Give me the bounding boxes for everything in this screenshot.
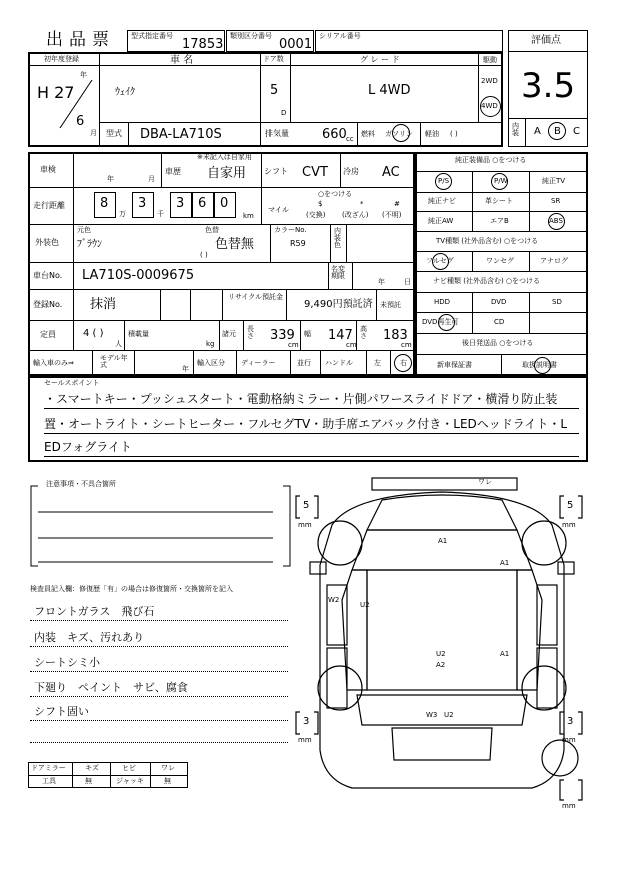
dims-label: 諸元 — [222, 330, 236, 338]
model-cert-box — [127, 30, 225, 52]
doors-suffix: D — [281, 109, 287, 117]
sen-unit: 千 — [157, 210, 164, 218]
swap-symbol: $ — [318, 200, 323, 208]
color-paren: ( ) — [200, 251, 208, 259]
equip-navi: 純正ナビ — [428, 197, 456, 205]
capacity-value: 4 ( ) — [83, 328, 104, 339]
tire-front-left: 5 — [303, 500, 310, 511]
legend-h-3: ヒビ — [122, 764, 136, 772]
name-change-day: 日 — [404, 278, 411, 286]
drive-label: 駆動 — [483, 56, 497, 64]
navi-dvd-play: DVD再生可 — [422, 318, 459, 326]
history-label: 車歴 — [165, 167, 181, 176]
handle-right: 右 — [400, 359, 407, 367]
navi-dvd-play-circle — [438, 314, 455, 331]
altered-label: (改ざん) — [342, 211, 369, 219]
drive-4wd-circle — [480, 96, 501, 117]
diagram-mark-6: A2 — [436, 661, 446, 669]
navi-hdd: HDD — [434, 298, 451, 306]
mileage-label: 走行距離 — [33, 201, 65, 210]
car-name-label: 車 名 — [170, 55, 194, 66]
equip-ps: P/S — [438, 177, 450, 185]
spare-unit: mm — [562, 802, 576, 810]
note-item-5: シフト固い — [34, 705, 89, 718]
chassis-label: 車台No. — [33, 271, 63, 280]
model-cert-label: 型式指定番号 — [131, 32, 173, 40]
circle-note: ○をつける — [318, 190, 353, 198]
equip-leather: 革シート — [485, 197, 513, 205]
note-item-3: シートシミ小 — [34, 656, 100, 669]
orig-color-label: 元色 — [77, 226, 91, 234]
sales-label: セールスポイント — [44, 379, 100, 387]
history-value: 自家用 — [207, 166, 247, 181]
man-unit: 万 — [119, 210, 126, 218]
swap-label: (交換) — [306, 211, 326, 219]
class-label: 類別区分番号 — [230, 32, 272, 40]
unknown-symbol: # — [394, 200, 400, 208]
dealer-option: ディーラー — [241, 359, 276, 367]
color-value: ﾌﾞﾗｳﾝ — [77, 239, 102, 250]
tire-rear-right: 3 — [567, 716, 574, 727]
shaken-month: 月 — [148, 175, 155, 183]
length-value: 339 — [270, 328, 295, 343]
diagram-mark-8: W3 — [426, 711, 438, 719]
navi-title: ナビ種類 (社外品含む) ○をつける — [433, 277, 541, 285]
navi-dvd: DVD — [491, 298, 507, 306]
mile-label: マイル — [268, 206, 289, 214]
sales-line-1: ・スマートキー・プッシュスタート・電動格納ミラー・片側パワースライドドア・横滑り防止装 — [44, 392, 558, 406]
grade-value: L 4WD — [368, 83, 411, 98]
drive-4wd: 4WD — [481, 102, 498, 110]
class-value: 0001 — [279, 37, 313, 52]
car-diagram — [292, 470, 592, 815]
equip-ps-circle — [435, 173, 452, 190]
color-change-label: 色替 — [205, 226, 219, 234]
name-change-year: 年 — [378, 278, 385, 286]
import-class-label: 輸入区分 — [197, 359, 225, 367]
equip-pw: P/W — [494, 177, 508, 185]
chassis-value: LA710S-0009675 — [82, 268, 195, 283]
legend-v-3: ジャッキ — [116, 777, 144, 785]
note-item-4: 下廻り ペイント サビ、腐食 — [34, 681, 188, 694]
kg-unit: kg — [206, 340, 215, 348]
sales-line-3: EDフォグライト — [44, 440, 132, 454]
interior-label: 内装 — [512, 122, 519, 137]
ac-value: AC — [382, 165, 400, 180]
serial-label: シリアル番号 — [319, 32, 361, 40]
equipment-title: 純正装備品 ○をつける — [455, 156, 527, 164]
rating-box — [508, 30, 588, 147]
note-item-2: 内装 キズ、汚れあり — [34, 631, 145, 644]
shaken-label: 車検 — [40, 165, 56, 174]
equip-airbag: エアB — [490, 217, 509, 225]
inspector-label: 検査員記入欄：修復歴「有」の場合は修復箇所・交換箇所を記入 — [30, 585, 233, 593]
handle-right-circle — [394, 354, 412, 372]
car-name: ｳｪｲｸ — [115, 87, 135, 98]
diagram-mark-top: ワレ — [478, 478, 492, 486]
interior-b: B — [554, 126, 561, 137]
equip-abs-circle — [548, 213, 565, 230]
notes-label: 注意事項・不具合箇所 — [46, 480, 116, 488]
shift-value: CVT — [302, 165, 328, 180]
color-change-value: 色替無 — [215, 237, 255, 252]
note-item-1: フロントガラス 飛び石 — [34, 605, 155, 618]
width-value: 147 — [328, 328, 353, 343]
legend-v-4: 無 — [164, 777, 171, 785]
first-reg-month: 6 — [76, 114, 85, 129]
load-label: 積載量 — [128, 330, 149, 338]
cc-unit: cc — [346, 135, 354, 143]
legend-h-1: ドアミラー — [31, 764, 66, 772]
drive-2wd: 2WD — [481, 77, 498, 85]
later-manual: 取扱説明書 — [522, 361, 557, 369]
handle-left: 左 — [374, 359, 381, 367]
later-warranty: 新車保証書 — [437, 361, 472, 369]
notes-bracket — [28, 480, 293, 570]
handle-label: ハンドル — [325, 359, 353, 367]
navi-cd: CD — [494, 318, 505, 326]
shift-label: シフト — [264, 167, 288, 176]
fuel-label: 燃料 — [361, 130, 375, 138]
tire-rr-unit: mm — [562, 736, 576, 744]
tire-front-right: 5 — [567, 500, 574, 511]
legend-h-4: ワレ — [161, 764, 175, 772]
capacity-label: 定員 — [40, 330, 56, 339]
rating-label: 評価点 — [531, 35, 561, 46]
altered-symbol: * — [360, 200, 364, 208]
recycle-value: 9,490円預託済 — [304, 299, 373, 310]
history-note: ※未記入は自家用 — [197, 153, 252, 161]
fuel-diesel: 軽油 — [425, 130, 439, 138]
serial-box — [315, 30, 503, 52]
sales-line-2: 置・オートライト・シートヒーター・フルセグTV・助手席エアバック付き・LEDヘッドライト・L — [44, 417, 568, 431]
width-cm: cm — [346, 341, 357, 349]
ac-label: 冷房 — [343, 167, 359, 176]
legend-h-2: キズ — [85, 764, 99, 772]
import-label: 輸入車のみ⇒ — [33, 359, 74, 367]
model-year-label: モデル年式 — [100, 354, 128, 369]
equip-sr: SR — [551, 197, 561, 205]
interior-color-label: 内装色 — [334, 227, 341, 249]
interior-a: A — [534, 126, 541, 137]
reg-no-value: 抹消 — [90, 297, 117, 312]
legend-v-1: 工具 — [42, 777, 56, 785]
height-label: 高さ — [360, 325, 367, 340]
mileage-digit-3: 3 — [176, 196, 185, 211]
tire-fl-unit: mm — [298, 521, 312, 529]
diagram-mark-3: W2 — [328, 596, 340, 604]
later-title: 後日発送品 ○をつける — [462, 339, 534, 347]
mileage-digit-4: 6 — [198, 196, 207, 211]
displacement-value: 660 — [322, 127, 347, 142]
tire-rear-left: 3 — [303, 716, 310, 727]
legend-v-2: 無 — [85, 777, 92, 785]
tv-title: TV種類 (社外品含む) ○をつける — [436, 237, 539, 245]
exterior-label: 外装色 — [35, 238, 59, 247]
class-box — [226, 30, 314, 52]
page-title: 出品票 — [46, 30, 115, 50]
fuel-gasoline-circle — [392, 124, 410, 142]
color-no-value: R59 — [290, 239, 306, 248]
person-unit: 人 — [115, 340, 122, 348]
model-label: 型式 — [106, 129, 122, 138]
equip-aw: 純正AW — [428, 217, 454, 225]
model-cert-value: 17853 — [182, 37, 224, 52]
interior-c: C — [573, 126, 580, 137]
rating-value: 3.5 — [521, 66, 576, 106]
length-label: 長さ — [247, 325, 254, 340]
equip-pw-circle — [491, 173, 508, 190]
first-reg-label: 初年度登録 — [44, 55, 79, 63]
grade-label: グ レ ー ド — [360, 55, 400, 64]
diagram-mark-7: A1 — [500, 650, 510, 658]
km-unit: km — [243, 212, 254, 220]
tv-analog: アナログ — [540, 257, 568, 265]
displacement-label: 排気量 — [265, 129, 289, 138]
fuel-gasoline: ガソリン — [385, 130, 413, 138]
recycle-unpaid: 未預託 — [380, 301, 401, 309]
model-year-unit: 年 — [182, 365, 189, 373]
color-no-label: カラーNo. — [274, 226, 307, 234]
doors-value: 5 — [270, 83, 279, 98]
recycle-label-1: リサイクル預託金 — [228, 293, 284, 301]
shaken-year: 年 — [107, 175, 114, 183]
height-cm: cm — [401, 341, 412, 349]
mileage-digit-1: 8 — [100, 196, 109, 211]
model-value: DBA-LA710S — [140, 127, 222, 142]
tv-oneseg: ワンセグ — [486, 257, 514, 265]
navi-sd: SD — [552, 298, 562, 306]
name-change-label: 名変期限 — [331, 265, 345, 280]
later-manual-circle — [534, 357, 551, 374]
first-reg-year: H 27 — [37, 83, 75, 102]
interior-b-circle — [548, 122, 566, 140]
tire-fr-unit: mm — [562, 521, 576, 529]
tv-fullseg: フルセグ — [426, 257, 454, 265]
diagram-mark-9: U2 — [444, 711, 454, 719]
mileage-digit-2: 3 — [138, 196, 147, 211]
height-value: 183 — [383, 328, 408, 343]
diagram-mark-1: A1 — [438, 537, 448, 545]
tv-fullseg-circle — [432, 253, 449, 270]
diagram-mark-4: U2 — [360, 601, 370, 609]
fuel-paren: ( ) — [450, 130, 458, 138]
diagram-mark-5: U2 — [436, 650, 446, 658]
equip-abs: ABS — [549, 217, 563, 225]
width-label: 幅 — [304, 330, 311, 338]
month-mark: 月 — [90, 129, 97, 137]
parallel-option: 並行 — [297, 359, 311, 367]
equip-tv: 純正TV — [542, 177, 566, 185]
tire-rl-unit: mm — [298, 736, 312, 744]
diagram-mark-2: A1 — [500, 559, 510, 567]
mileage-digit-5: 0 — [220, 196, 229, 211]
reg-no-label: 登録No. — [33, 300, 63, 309]
doors-label: ドア数 — [263, 55, 284, 63]
year-mark: 年 — [80, 71, 87, 79]
unknown-label: (不明) — [382, 211, 402, 219]
length-cm: cm — [288, 341, 299, 349]
